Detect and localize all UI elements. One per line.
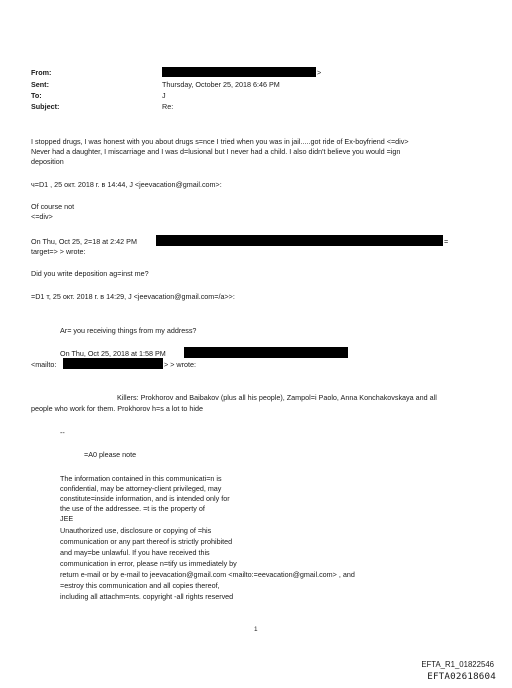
disclaimer-line: communication in error, please n=tify us immediately by <box>60 559 237 568</box>
quote-header: ч=D1 , 25 окт. 2018 г. в 14:44, J <jeevacation@gmail.com>: <box>31 180 222 189</box>
bates-id-1: EFTA_R1_01822546 <box>421 660 494 669</box>
note-line: =A0 please note <box>84 450 137 459</box>
on-wrote-suffix: = <box>444 237 449 246</box>
body-line: Did you write deposition ag=inst me? <box>31 269 149 278</box>
page-number: 1 <box>254 626 258 633</box>
to-label: To: <box>31 91 42 100</box>
body-line: people who work for them. Prokhorov h=s a lot to hide <box>31 404 203 413</box>
disclaimer-line: and may=be unlawful. If you have received this <box>60 548 210 557</box>
body-line: I stopped drugs, I was honest with you about drugs s=nce I tried when you was in jail.....got ride of Ex-boyfriend <=div> <box>31 137 409 146</box>
sent-value: Thursday, October 25, 2018 6:46 PM <box>162 80 280 89</box>
body-line: Never had a daughter, I miscarriage and I was d=lusional but I never had a child. I also didn't believe you would =ign <box>31 147 401 156</box>
from-trailing: > <box>317 68 322 77</box>
on-wrote-line: target=> > wrote: <box>31 247 86 256</box>
quote-header: =D1 т, 25 окт. 2018 г. в 14:29, J <jeevacation@gmail.com=/a>>: <box>31 292 235 301</box>
body-line: deposition <box>31 157 64 166</box>
redaction-email-2 <box>184 347 348 358</box>
disclaimer-line: return e-mail or by e-mail to jeevacation@gmail.com <mailto:=eevacation@gmail.com> , and <box>60 570 355 579</box>
redaction-email-3 <box>63 358 163 369</box>
on-wrote-line: On Thu, Oct 25, 2018 at 1:58 PM <box>60 349 166 358</box>
disclaimer-line: The information contained in this communicati=n is <box>60 474 222 483</box>
disclaimer-line: including all attachm=nts. copyright -all rights reserved <box>60 592 234 601</box>
from-label: From: <box>31 68 52 77</box>
reply-line: Of course not <box>31 202 75 211</box>
redaction-from <box>162 67 316 77</box>
body-line: Ar= you receiving things from my address? <box>60 326 197 335</box>
mailto-wrote: > > wrote: <box>164 360 196 369</box>
body-line: Killers: Prokhorov and Baibakov (plus all his people), Zampol=i Paolo, Anna Konchakovskaya and all <box>117 393 437 402</box>
disclaimer-line: Unauthorized use, disclosure or copying of =his <box>60 526 212 535</box>
bates-id-2: EFTA02618604 <box>427 671 496 682</box>
disclaimer-line: confidential, may be attorney-client privileged, may <box>60 484 222 493</box>
subject-value: Re: <box>162 102 174 111</box>
to-value: J <box>162 91 166 100</box>
disclaimer-line: the use of the addressee. =t is the property of <box>60 504 205 513</box>
reply-line: <=div> <box>31 212 53 221</box>
subject-label: Subject: <box>31 102 60 111</box>
disclaimer-line: communication or any part thereof is strictly prohibited <box>60 537 233 546</box>
disclaimer-line: JEE <box>60 514 74 523</box>
mailto-prefix: <mailto: <box>31 360 57 369</box>
sent-label: Sent: <box>31 80 49 89</box>
disclaimer-line: =estroy this communication and all copies thereof, <box>60 581 220 590</box>
redaction-email-1 <box>156 235 443 246</box>
signature-dashes: -- <box>60 428 65 437</box>
on-wrote-line: On Thu, Oct 25, 2=18 at 2:42 PM <box>31 237 137 246</box>
disclaimer-line: constitute=inside information, and is intended only for <box>60 494 230 503</box>
